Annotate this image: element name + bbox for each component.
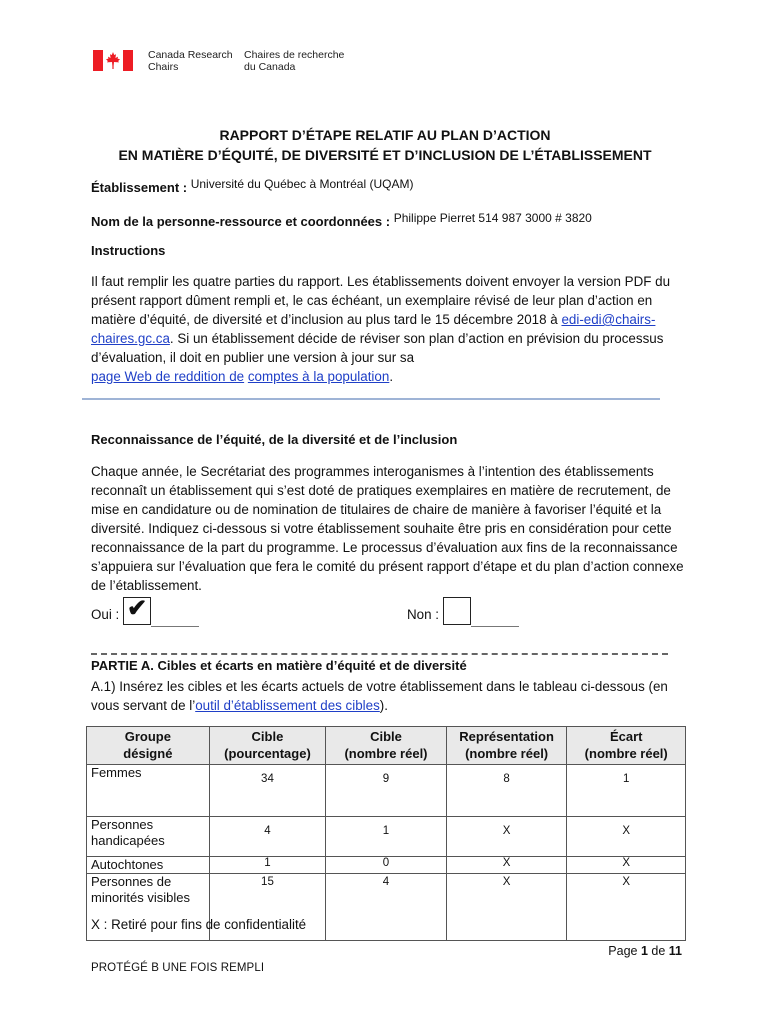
accountability-link[interactable]: comptes à la population: [247, 369, 390, 384]
flag-bar-left: [93, 50, 103, 71]
title-line-1: RAPPORT D’ÉTAPE RELATIF AU PLAN D’ACTION: [219, 127, 551, 143]
no-label: Non :: [407, 607, 440, 622]
establishment-field: [91, 177, 414, 195]
section-divider: [91, 653, 668, 655]
target-tool-link[interactable]: outil d’établissement des cibles: [195, 698, 380, 713]
instructions-text-1: Il faut remplir les quatre parties du rapport. Les établissements doivent envoyer la version PDF du présent rapport dûment rempli et, le cas échéant, un exemplaire révisé de leur plan d’action en matière d’équité, de diversité et d’inclusion au plus tard le 15 décembre 2018 à: [91, 274, 671, 327]
maple-leaf-icon: [106, 52, 120, 69]
brand-name-fr: [244, 49, 344, 73]
cell-group: Personnes handicapées: [87, 817, 210, 857]
instructions-text-3: .: [389, 369, 394, 384]
title-line-2: EN MATIÈRE D’ÉQUITÉ, DE DIVERSITÉ ET D’INCLUSION DE L’ÉTABLISSEMENT: [118, 147, 652, 163]
canada-flag-icon: [93, 50, 133, 71]
page-current: 1: [640, 944, 648, 958]
cell-gap[interactable]: X: [567, 857, 686, 874]
cell-target-pct[interactable]: 34: [209, 765, 325, 817]
email-link[interactable]: edi-edi@chairs-chaires.gc.ca: [91, 312, 656, 346]
contact-field: [91, 211, 592, 229]
recognition-heading: Reconnaissance de l’équité, de la diversité et de l’inclusion: [91, 432, 458, 447]
cell-target-pct[interactable]: 15: [209, 874, 325, 941]
brand-fr-line1: Chaires de recherche: [244, 49, 345, 61]
cell-target-num[interactable]: 0: [326, 857, 447, 874]
page-total: 11: [668, 944, 682, 958]
header-gap: Écart (nombre réel): [567, 727, 686, 765]
cell-representation[interactable]: 8: [446, 765, 567, 817]
page-prefix: Page: [608, 944, 641, 958]
checkmark-icon: ✔: [127, 595, 148, 622]
part-a-heading: PARTIE A. Cibles et écarts en matière d’équité et de diversité: [91, 658, 467, 673]
instructions-heading: Instructions: [91, 243, 166, 258]
document-title: [0, 125, 770, 165]
table-row: [87, 817, 686, 857]
confidentiality-note: X : Retiré pour fins de confidentialité: [91, 917, 307, 932]
brand-en-line1: Canada Research: [148, 49, 233, 61]
no-checkbox[interactable]: [443, 597, 471, 625]
brand-name-en: [148, 49, 233, 73]
classification-label: PROTÉGÉ B UNE FOIS REMPLI: [91, 962, 265, 974]
cell-target-pct[interactable]: 4: [209, 817, 325, 857]
cell-target-num[interactable]: 4: [326, 874, 447, 941]
page-number: [608, 944, 682, 958]
cell-gap[interactable]: 1: [567, 765, 686, 817]
table-row: [87, 857, 686, 874]
brand-en-line2: Chairs: [148, 61, 179, 73]
targets-table: [86, 726, 686, 941]
establishment-label: Établissement :: [91, 180, 188, 195]
cell-target-num[interactable]: 9: [326, 765, 447, 817]
contact-value[interactable]: Philippe Pierret 514 987 3000 # 3820: [393, 211, 592, 225]
cell-representation[interactable]: X: [446, 857, 567, 874]
part-a-text-1: A.1) Insérez les cibles et les écarts actuels de votre établissement dans le tableau ci-dessous (en vous servant de l’: [91, 679, 668, 713]
cell-group: Femmes: [87, 765, 210, 817]
cell-representation[interactable]: X: [446, 817, 567, 857]
recognition-paragraph: Chaque année, le Secrétariat des programmes interoganismes à l’intention des établissements reconnaît un établissement qui s’est doté de pratiques exemplaires en matière de recrutement, de mise en candidature ou de nomination de titulaires de chaire de manière à favoriser l’équité et la diversité. Indiquez ci-dessous si votre établissement souhaite être pris en considération pour cette reconnaissance de la part du programme. Le processus d’évaluation aux fins de la reconnaissance s’appuiera sur l’évaluation que fera le comité du présent rapport d’étape et du plan d’action connexe de l’établissement.: [91, 464, 684, 593]
cell-gap[interactable]: X: [567, 874, 686, 941]
yes-option: [91, 597, 199, 627]
part-a-instruction: [91, 677, 681, 715]
contact-label: Nom de la personne-ressource et coordonnées :: [91, 214, 391, 229]
cell-target-num[interactable]: 1: [326, 817, 447, 857]
header-target-pct: Cible (pourcentage): [209, 727, 325, 765]
cell-representation[interactable]: X: [446, 874, 567, 941]
cell-group: Personnes de minorités visibles: [87, 874, 210, 941]
yes-underline: [151, 626, 199, 627]
yes-label: Oui :: [91, 607, 120, 622]
header-representation: Représentation (nombre réel): [446, 727, 567, 765]
cell-group: Autochtones: [87, 857, 210, 874]
cell-gap[interactable]: X: [567, 817, 686, 857]
table-row: [87, 765, 686, 817]
no-underline: [471, 626, 519, 627]
table-header-row: [87, 727, 686, 765]
divider-line: [82, 398, 660, 400]
establishment-value[interactable]: Université du Québec à Montréal (UQAM): [190, 177, 414, 191]
cell-target-pct[interactable]: 1: [209, 857, 325, 874]
page-sep: de: [647, 944, 669, 958]
part-a-text-2: ).: [379, 698, 388, 713]
yes-checkbox[interactable]: [123, 597, 151, 625]
no-option: [407, 597, 519, 627]
header-group: Groupe désigné: [87, 727, 210, 765]
instructions-paragraph: [91, 272, 691, 386]
brand-fr-line2: du Canada: [244, 61, 296, 73]
instructions-text-2: . Si un établissement décide de réviser son plan d’action en prévision du processus d’évaluation, il doit en publier une version à jour sur sa: [91, 331, 664, 365]
header-target-num: Cible (nombre réel): [326, 727, 447, 765]
flag-bar-right: [123, 50, 133, 71]
web-page-link[interactable]: page Web de reddition de: [91, 369, 245, 384]
